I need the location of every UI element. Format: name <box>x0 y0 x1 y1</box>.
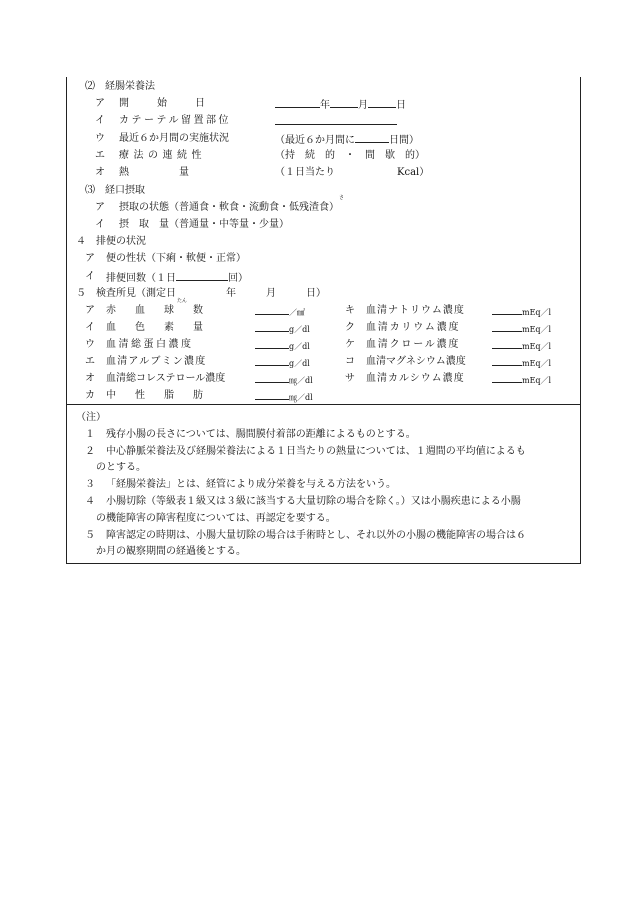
lab-left-unit: g／dl <box>289 359 310 368</box>
lab-right-label: 血清マグネシウム濃度 <box>366 356 466 367</box>
lab-left-mark: カ <box>85 390 95 401</box>
note-number: ３ <box>85 479 95 490</box>
section-4-heading: ４ 排便の状況 <box>76 236 146 247</box>
lab-left-field[interactable] <box>255 372 313 387</box>
lab-right-label: 血清カリウム濃度 <box>366 322 461 333</box>
day-label: 日 <box>396 100 406 111</box>
note-text: 残存小腸の長さについては、腸間膜付着部の距離によるものとする。 <box>106 429 416 440</box>
note-number: ２ <box>85 446 95 457</box>
lab-left-unit: g／dl <box>289 342 310 351</box>
start-date-field[interactable] <box>275 97 406 112</box>
lab-left-unit: ㎎／dl <box>289 393 313 402</box>
s3-i-mark: イ <box>95 219 105 230</box>
lab-right-mark: ク <box>345 322 355 333</box>
note-text: 小腸切除（等級表１級又は３級に該当する大量切除の場合を除く。）又は小腸疾患による小腸 <box>106 496 521 507</box>
note-number: ４ <box>85 496 95 507</box>
s2-a-label: 開 始 日 <box>119 98 214 109</box>
lab-left-label: 血清総蛋白濃度 <box>106 339 194 350</box>
bowel-count-field[interactable] <box>106 270 248 285</box>
lab-left-field[interactable] <box>255 338 310 353</box>
lab-left-label: 血 色 素 量 <box>106 322 208 333</box>
recent-days-pre: （最近６か月間に <box>275 135 355 146</box>
lab-right-unit: mEq／l <box>522 325 552 334</box>
lab-right-mark: コ <box>345 356 355 367</box>
month-label: 月 <box>358 100 368 111</box>
lab-left-label: 赤 血 球 数 <box>106 305 208 316</box>
continuity-options[interactable]: （持 続 的 ・ 間 歇 的） <box>275 150 425 161</box>
lab-right-unit: mEq／l <box>522 308 552 317</box>
lab-left-field[interactable] <box>255 304 305 319</box>
lab-right-field[interactable] <box>492 355 551 370</box>
sec4-a-mark: ア <box>85 253 95 264</box>
s2-e-label: 療法の連続性 <box>119 150 206 161</box>
s2-e-mark: エ <box>95 150 105 161</box>
note-text: 中心静脈栄養法及び経腸栄養法による１日当たりの熱量については、１週間の平均値によるも <box>106 446 526 457</box>
lab-left-unit: ／㎣ <box>289 308 305 317</box>
year-label: 年 <box>320 100 330 111</box>
lab-right-field[interactable] <box>492 321 551 336</box>
bowel-count-pre: 排便回数（１日 <box>106 273 176 284</box>
sec4-i-mark: イ <box>85 271 95 282</box>
note-number: ５ <box>85 530 95 541</box>
s2-o-label: 熱 量 <box>119 167 189 178</box>
note-text: のとする。 <box>96 462 146 473</box>
lab-left-unit: ㎎／dl <box>289 376 313 385</box>
lab-right-mark: キ <box>345 305 355 316</box>
ruby-sa: さ <box>339 195 345 201</box>
bowel-count-post: 回） <box>228 273 248 284</box>
s2-i-label: カテーテル留置部位 <box>119 115 231 126</box>
recent-days-post: 日間） <box>389 135 419 146</box>
lab-left-mark: ア <box>85 305 95 316</box>
intake-amount-options[interactable]: 摂 取 量（普通量・中等量・少量） <box>119 219 289 230</box>
lab-right-mark: サ <box>345 373 355 384</box>
lab-left-mark: イ <box>85 322 95 333</box>
s3-a-mark: ア <box>95 202 105 213</box>
section-5-heading: ５ 検査所見（測定日 年 月 日） <box>76 288 326 299</box>
lab-right-field[interactable] <box>492 372 551 387</box>
ruby-tan: たん <box>177 298 188 304</box>
calorie-post: Kcal） <box>397 167 430 178</box>
lab-right-unit: mEq／l <box>522 342 552 351</box>
s2-u-mark: ウ <box>95 133 105 144</box>
s2-o-mark: オ <box>95 167 105 178</box>
note-text: の機能障害の障害程度については、再認定を要する。 <box>96 513 336 524</box>
lab-left-mark: エ <box>85 356 95 367</box>
catheter-site-field[interactable] <box>275 114 397 129</box>
s2-i-mark: イ <box>95 115 105 126</box>
lab-right-unit: mEq／l <box>522 376 552 385</box>
calorie-field[interactable] <box>275 166 429 179</box>
lab-right-field[interactable] <box>492 304 551 319</box>
note-text: 障害認定の時期は、小腸大量切除の場合は手術時とし、それ以外の小腸の機能障害の場合は６ <box>106 530 526 541</box>
notes-divider <box>66 404 581 405</box>
section-2-heading: ⑵ 経腸栄養法 <box>85 81 155 92</box>
s2-a-mark: ア <box>95 98 105 109</box>
lab-right-label: 血清クロール濃度 <box>366 339 461 350</box>
note-text: か月の観察期間の経過後とする。 <box>96 546 246 557</box>
lab-left-label: 中 性 脂 肪 <box>106 390 208 401</box>
lab-left-mark: オ <box>85 373 95 384</box>
lab-right-label: 血清ナトリウム濃度 <box>366 305 465 316</box>
lab-left-field[interactable] <box>255 321 310 336</box>
lab-left-unit: g／dl <box>289 325 310 334</box>
note-number: １ <box>85 429 95 440</box>
lab-left-field[interactable] <box>255 389 313 404</box>
lab-left-mark: ウ <box>85 339 95 350</box>
stool-options[interactable]: 便の性状（下痢・軟便・正常） <box>106 253 246 264</box>
intake-state-options[interactable]: 摂取の状態（普通食・軟食・流動食・低残渣食） <box>119 202 339 213</box>
notes-heading: （注） <box>76 412 106 423</box>
lab-left-label: 血清総コレステロール濃度 <box>106 373 226 384</box>
lab-left-label: 血清アルブミン濃度 <box>106 356 207 367</box>
lab-right-unit: mEq／l <box>522 359 552 368</box>
section-3-heading: ⑶ 経口摂取 <box>85 185 145 196</box>
lab-left-field[interactable] <box>255 355 310 370</box>
recent-days-field[interactable] <box>275 132 419 147</box>
lab-right-label: 血清カルシウム濃度 <box>366 373 465 384</box>
lab-right-mark: ケ <box>345 339 355 350</box>
s2-u-label: 最近６か月間の実施状況 <box>119 133 229 144</box>
lab-right-field[interactable] <box>492 338 551 353</box>
calorie-pre: （１日当たり <box>275 167 335 178</box>
note-text: 「経腸栄養法」とは、経管により成分栄養を与える方法をいう。 <box>106 479 396 490</box>
